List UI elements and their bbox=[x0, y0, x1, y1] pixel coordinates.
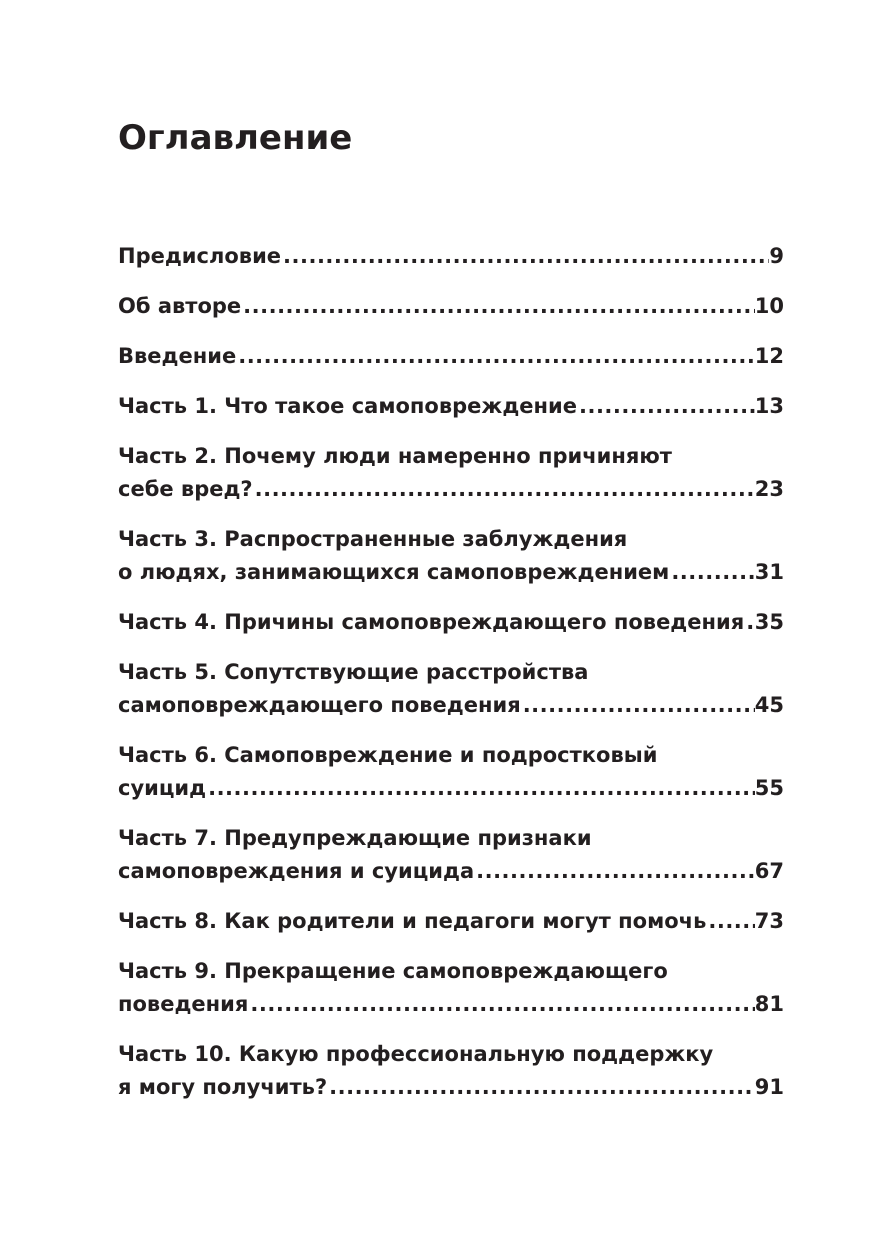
toc-entry-title: Часть 2. Почему люди намеренно причиняют bbox=[118, 444, 672, 468]
toc-entry-title: Часть 1. Что такое самоповреждение bbox=[118, 394, 577, 418]
toc-entry bbox=[118, 523, 784, 589]
toc-entry bbox=[118, 340, 784, 373]
toc-entry bbox=[118, 1038, 784, 1104]
toc-page-number: 12 bbox=[754, 344, 784, 368]
dot-leader bbox=[236, 340, 755, 373]
toc-entry-title-cont: самоповреждения и суицида bbox=[118, 859, 475, 883]
toc-page-number: 23 bbox=[754, 477, 784, 501]
dot-leader bbox=[706, 905, 754, 938]
toc-entry-title: Введение bbox=[118, 344, 237, 368]
toc-page-number: 9 bbox=[769, 244, 784, 268]
toc-entry-line bbox=[118, 855, 784, 888]
toc-entry-line bbox=[118, 240, 784, 273]
dot-leader bbox=[248, 988, 754, 1021]
dot-leader bbox=[577, 390, 755, 423]
toc-entry bbox=[118, 656, 784, 722]
dot-leader bbox=[744, 606, 755, 639]
toc-entry-title: Часть 7. Предупреждающие признаки bbox=[118, 826, 592, 850]
toc-entry-first-line bbox=[118, 656, 784, 689]
toc-entry-first-line bbox=[118, 822, 784, 855]
toc-page-number: 81 bbox=[754, 992, 784, 1016]
toc-entry bbox=[118, 739, 784, 805]
toc-entry-title: Часть 10. Какую профессиональную поддержку bbox=[118, 1042, 714, 1066]
toc-page-number: 45 bbox=[754, 693, 784, 717]
toc-entry-title-cont: поведения bbox=[118, 992, 249, 1016]
toc-entry-title: Часть 4. Причины самоповреждающего поведения bbox=[118, 610, 745, 634]
toc-entry-title: Часть 5. Сопутствующие расстройства bbox=[118, 660, 589, 684]
toc-entry bbox=[118, 290, 784, 323]
toc-entry-line bbox=[118, 988, 784, 1021]
dot-leader bbox=[206, 772, 755, 805]
toc-entry-title-cont: себе вред? bbox=[118, 477, 253, 501]
toc-entry-title-cont: я могу получить? bbox=[118, 1075, 328, 1099]
toc-page-number: 91 bbox=[754, 1075, 784, 1099]
toc-page-number: 35 bbox=[754, 610, 784, 634]
toc-entry-first-line bbox=[118, 955, 784, 988]
dot-leader bbox=[281, 240, 769, 273]
dot-leader bbox=[327, 1071, 755, 1104]
toc-entry-title: Предисловие bbox=[118, 244, 282, 268]
toc-entry bbox=[118, 240, 784, 273]
toc-page-number: 10 bbox=[754, 294, 784, 318]
toc-page-number: 13 bbox=[754, 394, 784, 418]
toc-entry bbox=[118, 606, 784, 639]
dot-leader bbox=[521, 689, 755, 722]
toc-page-number: 31 bbox=[754, 560, 784, 584]
toc-entry-line bbox=[118, 606, 784, 639]
toc-entry-first-line bbox=[118, 739, 784, 772]
dot-leader bbox=[669, 556, 754, 589]
toc-entry-line bbox=[118, 340, 784, 373]
toc-entry-first-line bbox=[118, 523, 784, 556]
dot-leader bbox=[253, 473, 755, 506]
toc-entry-title-cont: о людях, занимающихся самоповреждением bbox=[118, 560, 670, 584]
toc-entry-title-cont: суицид bbox=[118, 776, 207, 800]
toc-entry-line bbox=[118, 290, 784, 323]
toc-entry-line bbox=[118, 390, 784, 423]
toc-entry-first-line bbox=[118, 440, 784, 473]
toc-entry-first-line bbox=[118, 1038, 784, 1071]
toc-entry bbox=[118, 822, 784, 888]
toc-entry-line bbox=[118, 905, 784, 938]
toc-entry-title: Часть 3. Распространенные заблуждения bbox=[118, 527, 628, 551]
toc-entry-title-cont: самоповреждающего поведения bbox=[118, 693, 521, 717]
toc-entry-title: Часть 9. Прекращение самоповреждающего bbox=[118, 959, 668, 983]
toc-entry bbox=[118, 905, 784, 938]
toc-page-number: 55 bbox=[754, 776, 784, 800]
toc-entry-title: Часть 8. Как родители и педагоги могут помочь bbox=[118, 909, 707, 933]
toc-entry-title: Часть 6. Самоповреждение и подростковый bbox=[118, 743, 658, 767]
toc-entry-line bbox=[118, 772, 784, 805]
dot-leader bbox=[474, 855, 755, 888]
toc-entry-line bbox=[118, 689, 784, 722]
toc-page-number: 67 bbox=[754, 859, 784, 883]
toc-page-number: 73 bbox=[754, 909, 784, 933]
table-of-contents bbox=[118, 240, 784, 1121]
toc-entry bbox=[118, 390, 784, 423]
toc-entry-line bbox=[118, 473, 784, 506]
page-title: Оглавление bbox=[118, 118, 353, 158]
toc-entry-title: Об авторе bbox=[118, 294, 242, 318]
toc-entry-line bbox=[118, 1071, 784, 1104]
toc-entry bbox=[118, 955, 784, 1021]
toc-entry-line bbox=[118, 556, 784, 589]
toc-entry bbox=[118, 440, 784, 506]
dot-leader bbox=[241, 290, 755, 323]
